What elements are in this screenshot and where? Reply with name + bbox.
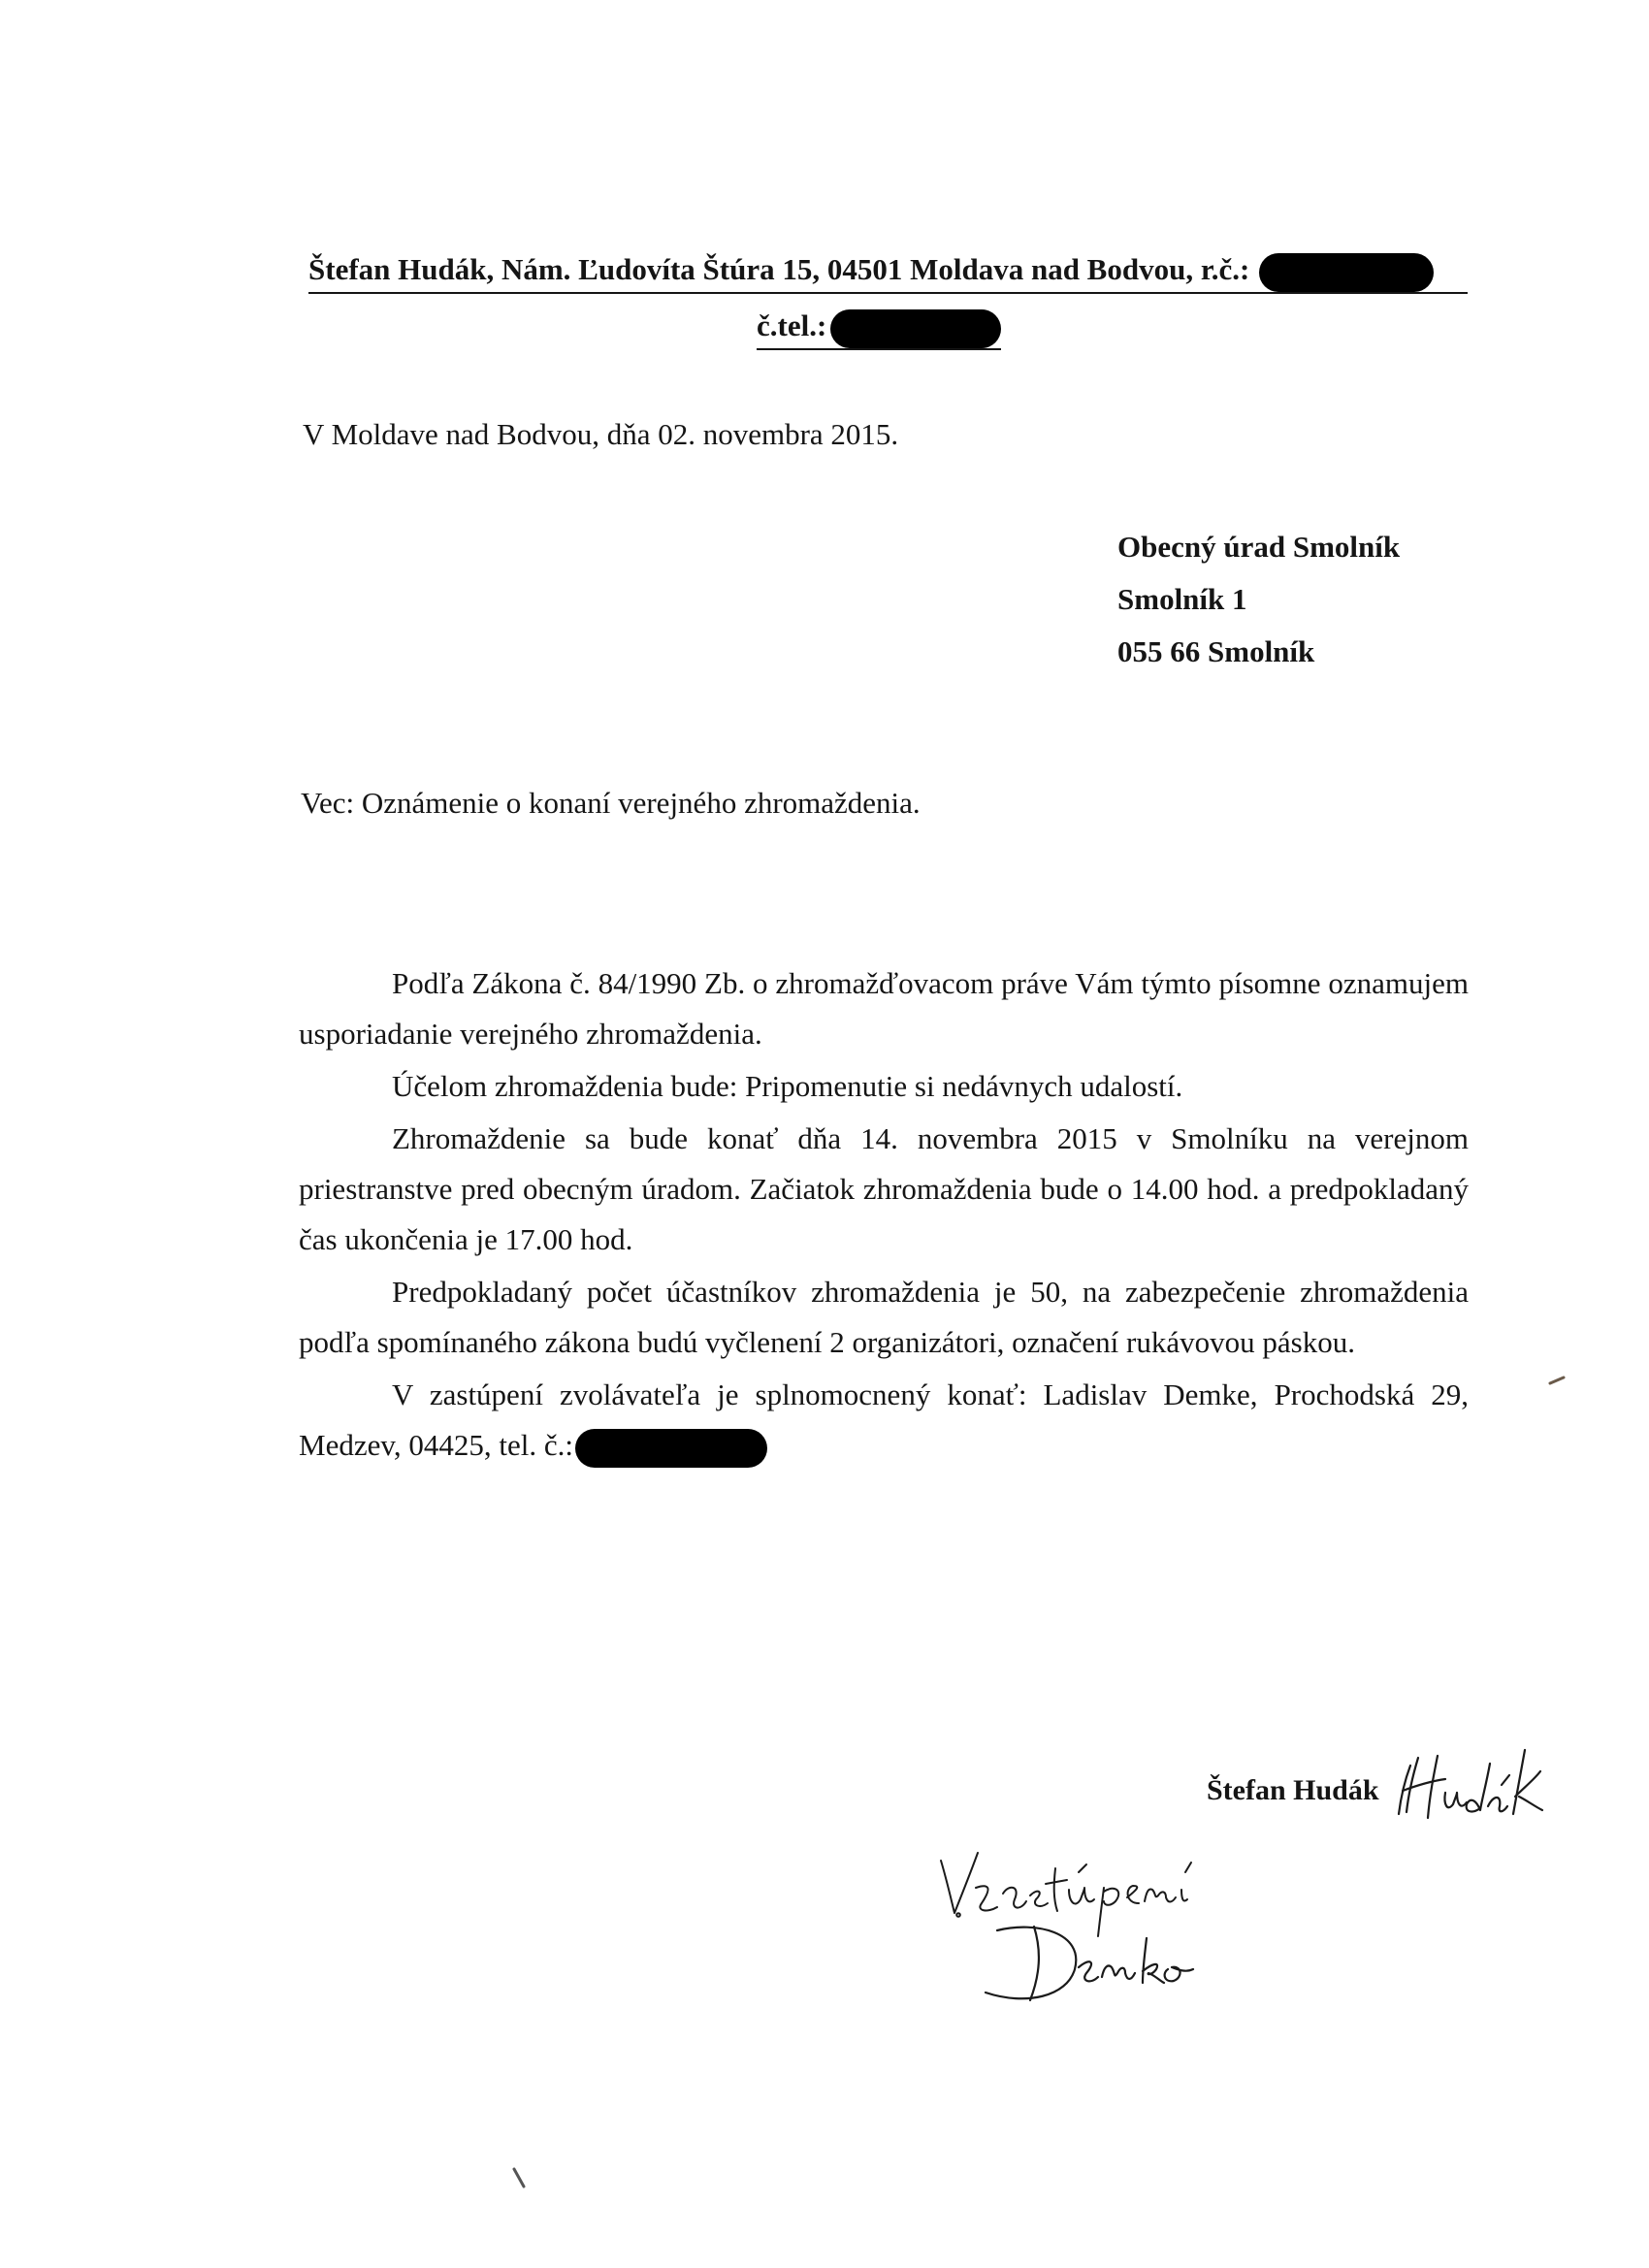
scan-speck <box>1548 1374 1568 1387</box>
letter-body <box>299 958 1469 1473</box>
redacted-phone-number <box>830 309 1001 348</box>
sender-header <box>308 250 1468 294</box>
handwritten-signature-demke <box>978 1913 1240 2020</box>
scan-speck <box>510 2165 530 2190</box>
subject-line: Vec: Oznámenie o konaní verejného zhromaždenia. <box>301 786 921 820</box>
recipient-address <box>1117 521 1400 678</box>
body-paragraph-1: Podľa Zákona č. 84/1990 Zb. o zhromažďovacom práve Vám týmto písomne oznamujem usporiadanie verejného zhromaždenia. <box>299 966 1469 1051</box>
phone-label: č.tel.: <box>757 308 827 342</box>
body-paragraph-4: Predpokladaný počet účastníkov zhromaždenia je 50, na zabezpečenie zhromaždenia podľa spomínaného zákona budú vyčlenení 2 organizátori, označení rukávovou páskou. <box>299 1275 1469 1359</box>
recipient-line-2: Smolník 1 <box>1117 582 1247 616</box>
redacted-representative-phone <box>575 1429 767 1468</box>
sender-line: Štefan Hudák, Nám. Ľudovíta Štúra 15, 04501 Moldava nad Bodvou, r.č.: <box>308 252 1250 286</box>
signer-name: Štefan Hudák <box>1207 1774 1379 1806</box>
body-paragraph-5 <box>299 1370 1469 1471</box>
representative-text: V zastúpení zvolávateľa je splnomocnený konať: Ladislav Demke, Prochodská 29, Medzev, 04425, tel. č.: <box>299 1377 1469 1462</box>
handwritten-signature-hudak <box>1389 1736 1564 1833</box>
place-and-date: V Moldave nad Bodvou, dňa 02. novembra 2015. <box>303 417 899 451</box>
recipient-line-3: 055 66 Smolník <box>1117 634 1315 668</box>
body-paragraph-3: Zhromaždenie sa bude konať dňa 14. novembra 2015 v Smolníku na verejnom priestranstve pred obecným úradom. Začiatok zhromaždenia bude o 14.00 hod. a predpokladaný čas ukončenia je 17.00 hod. <box>299 1121 1469 1256</box>
recipient-line-1: Obecný úrad Smolník <box>1117 530 1401 564</box>
sender-phone-line <box>757 307 1001 350</box>
body-paragraph-2: Účelom zhromaždenia bude: Pripomenutie si nedávnych udalostí. <box>392 1069 1183 1103</box>
redacted-id-number <box>1259 253 1434 292</box>
